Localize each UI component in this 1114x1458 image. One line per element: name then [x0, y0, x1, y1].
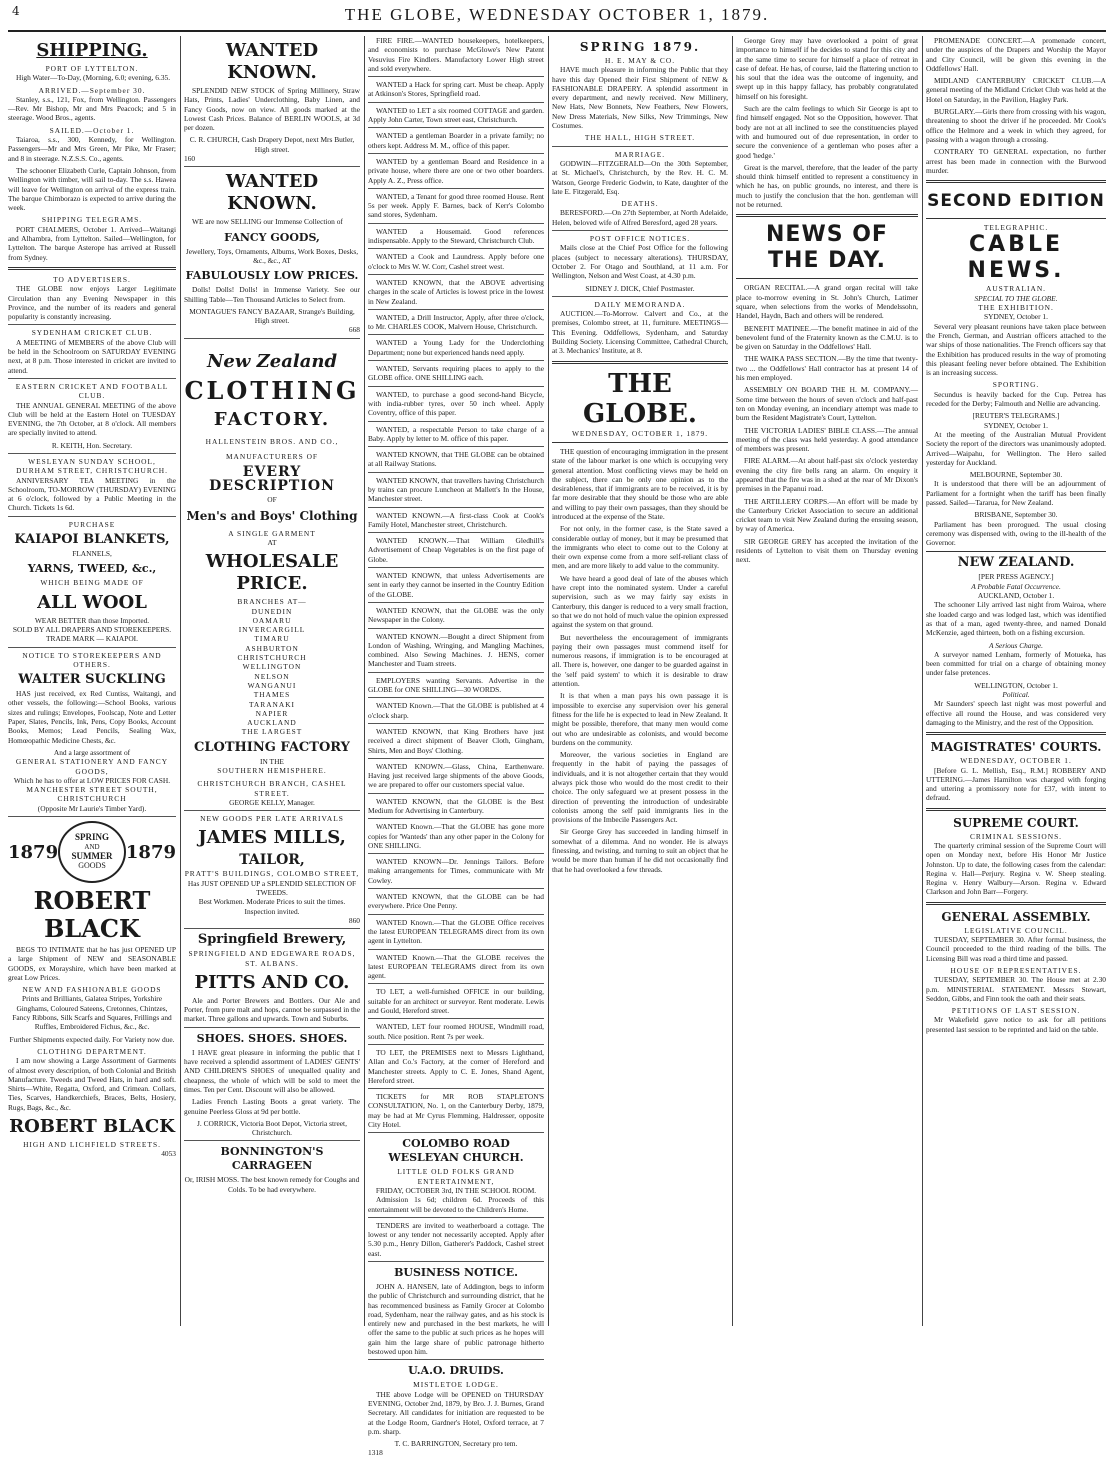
news-item: THE WAIKA PASS SECTION.—By the time that twenty-two ... the Oddfellows' Hall contractor has at present 14 of his men employed.: [736, 354, 918, 383]
year-left: 1879: [8, 842, 59, 863]
news-item: THE VICTORIA LADIES' BIBLE CLASS.—The annual meeting of the class was held yesterday. A good attendance of members was present.: [736, 425, 918, 454]
mens-boys-clothing: Men's and Boys' Clothing: [186, 508, 358, 523]
nz-heading: NEW ZEALAND.: [957, 555, 1075, 571]
may-heading: H. E. MAY & CO.: [604, 56, 676, 65]
legislative-text: TUESDAY, SEPTEMBER 30. After formal business, the Council proceeded to the third reading of the bills. The Licensing Bill was read a third time and passed.: [926, 935, 1106, 963]
church-num: 160: [184, 154, 360, 167]
marriage-text: GODWIN—FITZGERALD—On the 30th September, at St. Michael's, Christchurch, by the Rev. H. C. M. Watson, George Frederic Godwin, to Kate, daughter of the late E. Fitzgerald, Esq.: [552, 158, 728, 196]
druids-text: THE above Lodge will be OPENED on THURSDAY EVENING, October 2nd, 1879, by Bro. J. J. Burnes, Grand Secretary. All candidates for initiation are requested to be at the Lodge Room, Gardner's Hotel, Oxford terrace, at 7 p.m. sharp.: [368, 1389, 544, 1436]
tailor: TAILOR,: [239, 852, 305, 869]
colombo-heading: COLOMBO ROAD WESLEYAN CHURCH.: [388, 1137, 524, 1165]
notice-heading: NOTICE TO STOREKEEPERS AND OTHERS.: [22, 650, 162, 669]
single-garment: A SINGLE GARMENT: [228, 528, 316, 538]
sydney1-date: SYDNEY, October 1.: [984, 312, 1048, 322]
sydney2-date: SYDNEY, October 1.: [984, 420, 1048, 430]
church-sign: C. R. CHURCH, Cash Drapery Depot, next Mrs Butler, High street.: [189, 135, 355, 154]
clothing-factory: CLOTHING FACTORY: [194, 739, 350, 755]
editorial-paragraph: George Grey may have overlooked a point of great importance to himself if he decides to stand for this city and at the same time to secure for himself a place of retreat in case of defeat. He has, of course, laid the flattering unction to his soul that the idea was the outcome of ingenuity, and swept up in this happy fallacy, has probably congratulated himself on his foresight.: [736, 36, 918, 101]
flannels: FLANNELS,: [72, 549, 112, 559]
pitts-co: PITTS AND CO.: [194, 971, 350, 993]
editorial-paragraph: THE question of encouraging immigration in the present state of the labour market is one which is occupying very general attention. Most conflicting views may be held on the subject, there can be only one opinion as to the desirableness, that if immigrants are to be received, it is by far more desirable that they should be those who are able and willing to pay their own passages, than they should be introduced at the expense of the State.: [552, 446, 728, 521]
exhibition: THE EXHIBITION.: [978, 303, 1054, 313]
classified-ad: FIRE FIRE.—WANTED housekeepers, hotelkeepers, and economists to purchase McGlowe's New Patent Vesuvius Fire Kindlers. Manufactory Lower High street and sold everywhere.: [368, 36, 544, 77]
sporting-text: Secundus is heavily backed for the Cup. Petrea has receded for the Derby; Falmouth and Nellie are advancing.: [926, 389, 1106, 409]
news-item: THE ARTILLERY CORPS.—An effort will be made by the Canterbury Cricket Association to secure an additional cricket team to visit New Zealand during the ensuing season, by way of America.: [736, 496, 918, 534]
branch-item: DUNEDIN: [251, 606, 293, 616]
fashionable-goods: NEW AND FASHIONABLE GOODS: [22, 985, 162, 995]
in-the: IN THE: [260, 756, 284, 766]
classified-ad: WANTED KNOWN, that the GLOBE is the Best Medium for Advertising in Canterbury.: [368, 797, 544, 820]
classified-ad: WANTED KNOWN, that the GLOBE was the only Newspaper in the Colony.: [368, 606, 544, 629]
magistrates-date: WEDNESDAY, OCTOBER 1.: [960, 756, 1072, 766]
news-item: ORGAN RECITAL.—A grand organ recital will take place to-morrow evening in St. John's Church, Latimer square, when selections from the works of Mendelssohn, Handel, Haydn, Bach and others will be rendered.: [736, 283, 918, 321]
eastern-heading: EASTERN CRICKET AND FOOTBALL CLUB.: [15, 381, 169, 401]
classified-ad: WANTED KNOWN, that unless Advertisements are sent in early they cannot be inserted in the Country Edition of the GLOBE.: [368, 571, 544, 603]
column-divider: [364, 36, 365, 1326]
petitions-text: Mr Wakefield gave notice to ask for all petitions presented last session to be reprinted and laid on the table.: [926, 1015, 1106, 1034]
trade-mark: TRADE MARK — KAIAPOI.: [8, 634, 176, 647]
post-heading: POST OFFICE NOTICES.: [589, 234, 691, 244]
suckling-name: WALTER SUCKLING: [18, 672, 166, 688]
opened-tweeds: Has JUST OPENED UP a SPLENDID SELECTION OF TWEEDS.: [187, 878, 357, 898]
editorial-paragraph: It is that when a man pays his own passage it is impossible to exercise any supervision over his general fitness for the life he is expected to lead in New Zealand. It might be possible, therefore, that many men would come out who are undesirable as colonists, and would become burdens on the community.: [552, 691, 728, 747]
dolls-text: Dolls! Dolls! Dolls! in Immense Variety. See our Shilling Table—Ten Thousand Articles to Select from.: [184, 285, 360, 304]
wellington-date: WELLINGTON, October 1.: [974, 680, 1058, 690]
criminal-text: The quarterly criminal session of the Supreme Court will open on Monday next, before His Honor Mr Justice Johnston. Up to date, the following cases from the calendar: Regina v. Hall—Perjury. Regina v. W. Sheep stealing. Regina v. Henry Walbury—Arson. Regina v. Edward Clarkson and John Barr—Forgery.: [926, 841, 1106, 897]
shoes-heading: SHOES. SHOES. SHOES.: [196, 1031, 348, 1045]
general-stationery: GENERAL STATIONERY AND FANCY GOODS,: [15, 757, 169, 776]
editorial-paragraph: Such are the calm feelings to which Sir George is apt to find himself engaged. Not so the Opposition, however. That body are not at all inclined to see the constituencies played with and humoured out of due representation, in order to secure the convenience of a gentleman who poses after a good 'hedge.': [736, 104, 918, 160]
cricket-heading: SYDENHAM CRICKET CLUB.: [31, 328, 153, 338]
classified-ad: WANTED to LET a six roomed COTTAGE and garden. Apply John Carter, Town street east, Christchurch.: [368, 106, 544, 129]
branch-item: OAMARU: [252, 615, 292, 625]
classified-ad: TO LET, a well-furnished OFFICE in our building, suitable for an architect or surveyor. Rent moderate. Lewis and Gould, Hereford street.: [368, 987, 544, 1019]
editorial-paragraph: Moreover, the various societies in England are frequently in the habit of paying the passages of individuals, and it is not altogether certain that they would always pick those who would do the most credit to their choice. The only safeguard we at present possess in the direction of preventing the introduction of undesirable colonists among the self paid immigrants lies in the provisions of the Imbecile Passengers Act.: [552, 750, 728, 825]
post-text: Mails close at the Chief Post Office for the following places (subject to necessary alterations). THURSDAY, October 2. For Otago and Southland, at 11 a.m. For Wellington, Nelson and West Coast, at 4.30 p.m.: [552, 243, 728, 281]
legislative-council: LEGISLATIVE COUNCIL.: [964, 925, 1068, 935]
house-text: TUESDAY, SEPTEMBER 30. The House met at 2.30 p.m. MINISTERIAL STATEMENT. Messrs Stewart, Seddon, Gibbs, and Finn took the oath and their seats.: [926, 975, 1106, 1003]
branch-item: THAMES: [253, 690, 291, 700]
classified-ad: WANTED KNOWN, that travellers having Christchurch by trains can procure Luncheon at Mallett's In the House, Manchester street.: [368, 476, 544, 508]
political-text: Mr Saunders' speech last night was most powerful and effective all round the House, and was considered very damaging to the Ministry, and the rest of the Opposition.: [926, 699, 1106, 727]
druids-heading: U.A.O. DRUIDS.: [408, 1364, 504, 1378]
pitts-text: Ale and Porter Brewers and Bottlers. Our Ale and Porter, from pure malt and hops, cannot be surpassed in the market. Three gallons and upwards. Town and Suburbs.: [184, 996, 360, 1028]
druids-sub: MISTLETOE LODGE.: [413, 1380, 499, 1390]
postmaster-sign: SIDNEY J. DICK, Chief Postmaster.: [552, 284, 728, 297]
classified-ad: WANTED, a Drill Instructor, Apply, after three o'clock, to Mr. CHARLES COOK, Malvern House, Christchurch.: [368, 313, 544, 336]
classified-ad: WANTED KNOWN, that King Brothers have just received a direct shipment of Beaver Cloth, Gingham, Shirts, Men and Boys' Clothing.: [368, 727, 544, 759]
summer-word: SUMMER: [71, 851, 113, 861]
editorial-paragraph: For not only, in the former case, is the State saved a considerable outlay of money, but it may be presumed that the immigrants who elect to come out to the Colony at their own expense come from a more self-reliant class of men, and are more likely to add value to the community.: [552, 524, 728, 571]
supreme-court-heading: SUPREME COURT.: [953, 815, 1079, 830]
sporting: SPORTING.: [992, 380, 1040, 390]
classified-ad: TICKETS for MR ROB STAPLETON'S CONSULTATION, No. 1, on the Canterbury Derby, 1879, may be had at Mr Cyrus Flemming, Haldresser, opposite City Hotel.: [368, 1092, 544, 1133]
purchase-heading: PURCHASE: [68, 519, 116, 529]
robert-black-heading: ROBERT BLACK: [33, 886, 151, 943]
brisbane-date: BRISBANE, September 30.: [974, 510, 1058, 520]
classified-ad: TO LET, the PREMISES next to Messrs Lighthand, Allan and Co.'s Factory, at the corner of Hereford and Manchester streets. Apply to C. E. Jones, Shand Agent, Hereford street.: [368, 1048, 544, 1089]
classified-ad: WANTED, Servants requiring places to apply to the GLOBE office. ONE SHILLING each.: [368, 364, 544, 387]
news-items: [736, 283, 918, 564]
wesleyan-heading: WESLEYAN SUNDAY SCHOOL, DURHAM STREET, CHRISTCHURCH.: [16, 456, 168, 476]
second-edition: SECOND EDITION: [927, 191, 1105, 212]
column-5: [736, 36, 918, 1326]
masthead-rule: [8, 30, 1106, 32]
advertisers-heading: TO ADVERTISERS.: [53, 274, 131, 284]
classified-ad: WANTED a Hack for spring cart. Must be cheap. Apply at Atkinson's Stores, Springfield road.: [368, 80, 544, 103]
column-3: [368, 36, 544, 1458]
hallenstein: HALLENSTEIN BROS. AND CO.,: [205, 436, 339, 446]
local-item: BURGLARY.—Girls there from crossing with his wagon, threatening to shoot the driver if he proceeded. Mr Cook's office the Helmore and a week in which they agreed, for passing with a wagon through a crossing.: [926, 107, 1106, 144]
spring-summer-banner: [8, 821, 176, 883]
classified-ad: WANTED, a Tenant for good three roomed House. Rent 5s per week. Apply F. Barnes, back of Kerr's Colombo sand stores, Sydenham.: [368, 192, 544, 224]
suckling-text: HAS just received, ex Red Cuntiss, Waitangi, and other vessels, the following:—School Books, various sizes and rulings; Envelopes, Foolscap, Note and Letter Paper, Slates, Pencils, Ink, Pens, Copy Books, Account Books, Memos; Lead Pencils, Sealing Wax, Homœopathic Medicine Chests, &c.: [8, 689, 176, 745]
memoranda-heading: DAILY MEMORANDA.: [594, 299, 686, 309]
petitions-heading: PETITIONS OF LAST SESSION.: [951, 1006, 1081, 1016]
robert-black-footer: ROBERT BLACK: [9, 1116, 175, 1138]
classified-ad: WANTED a gentleman Boarder in a private family; no others kept. Address M. M., office of this paper.: [368, 131, 544, 154]
manchester-street: MANCHESTER STREET SOUTH, CHRISTCHURCH: [26, 785, 158, 804]
business-heading: BUSINESS NOTICE.: [394, 1265, 518, 1279]
death-text: BERESFORD.—On 27th September, at North Adelaide, Helen, beloved wife of Alfred Beresford, aged 28 years.: [552, 208, 728, 231]
classified-ad: EMPLOYERS wanting Servants. Advertise in the GLOBE for ONE SHILLING—30 WORDS.: [368, 676, 544, 699]
classified-ad: WANTED by a gentleman Board and Residence in a private house, where there are one or two other boarders. Apply A. Z., Press office.: [368, 157, 544, 189]
sydney2-text: At the meeting of the Australian Mutual Provident Society the report of the directors was unanimously adopted. Arrived—Waipahu, for Wellington. The Hero sailed yesterday for Auckland.: [926, 429, 1106, 467]
mills-num: 860: [184, 916, 360, 929]
sailed-text: Taiaroa, s.s., 300, Kennedy, for Wellington. Passengers—Mr and Mrs Green, Mr Pike, Mr Fraser; and 8 in steerage. N.Z.S.S. Co., agents.: [8, 135, 176, 163]
classified-ad: WANTED KNOWN, that THE GLOBE can be obtained at all Railway Stations.: [368, 450, 544, 473]
classified-ad: WANTED a Housemaid. Good references indispensable. Apply to the Steward, Christchurch Club.: [368, 227, 544, 250]
clothing-department: CLOTHING DEPARTMENT.: [37, 1046, 147, 1056]
arrived-text: Stanley, s.s., 121, Fox, from Wellington. Passengers—Rev. Mr Bishop, Mr and Mrs Peacock; and 5 in steerage. Wood Bros., agents.: [8, 94, 176, 123]
local-item: CONTRARY TO GENERAL expectation, no further arrest has been made in connection with the Burwood murder.: [926, 147, 1106, 175]
springfield-address: SPRINGFIELD AND EDGEWARE ROADS, ST. ALBANS.: [188, 949, 356, 968]
advertisers-text: THE GLOBE now enjoys Larger Legitimate Circulation than any Evening Newspaper in this Province, and the number of its readers and general popularity is constantly increasing.: [8, 284, 176, 325]
high-water: High Water—To-Day, (Morning, 6.0; evening, 6.35.: [16, 73, 171, 83]
southern-hemisphere: SOUTHERN HEMISPHERE.: [217, 765, 327, 775]
branch-list: [184, 607, 360, 728]
fabulously-low: FABULOUSLY LOW PRICES.: [185, 269, 359, 283]
special-to-globe: SPECIAL TO THE GLOBE.: [974, 293, 1058, 303]
church-ad-text: SPLENDID NEW STOCK of Spring Millinery, Straw Hats, Prints, Ladies' Underclothing, Baby Linen, and Fancy Goods, now on view. All goods marked at the Lowest Cash Prices. Balance of BERLIN WOOLS, at 3d per dozen.: [184, 86, 360, 133]
editorial-paragraph: Sir George Grey has succeeded in landing himself in somewhat of a dilemma. And no wonder. He is always finessing, and twisting, and turning to suit an object that he would be more than human if he did not occasionally find that he had overlooked a few threads.: [552, 827, 728, 874]
colombo-text: Admission 1s 6d; children 6d. Proceeds of this entertainment will be devoted to the Children's Home.: [368, 1195, 544, 1218]
editorial-paragraph: We have heard a good deal of late of the abuses which have crept into the nominated system. Under a careful supervision, such as we may fairly say exists in Canterbury, this danger is reduced to a very small fraction, so that we do not hold of much value the opinion expressed against the system on that ground.: [552, 573, 728, 630]
branch-item: NELSON: [254, 671, 290, 681]
shipping-telegrams-heading: SHIPPING TELEGRAMS.: [41, 215, 143, 225]
branch-item: WELLINGTON: [242, 662, 302, 672]
criminal-sessions: CRIMINAL SESSIONS.: [969, 831, 1063, 841]
branch-item: AUCKLAND: [247, 718, 297, 728]
classified-ad: WANTED KNOWN.—Glass, China, Earthenware. Having just received large shipments of the above Goods, we are prepared to offer our customers special value.: [368, 762, 544, 794]
branch-item: TARANAKI: [249, 699, 295, 709]
wear-better: WEAR BETTER than those Imported.: [34, 615, 150, 625]
sold-by: SOLD BY ALL DRAPERS AND STOREKEEPERS.: [12, 624, 172, 634]
port-heading: PORT OF LYTTELTON.: [45, 64, 139, 73]
cricket-text: A MEETING of MEMBERS of the above Club will be held in the Schoolroom on SATURDAY EVENING next, at 8 p.m. Those interested in cricket are invited to attend.: [8, 338, 176, 379]
montague-num: 668: [184, 325, 360, 338]
local-item: PROMENADE CONCERT.—A promenade concert, under the auspices of the Drapers and Worship the Mayor and City Council, will be given this evening in the Oddfellows' Hall.: [926, 36, 1106, 73]
colombo-date: FRIDAY, OCTOBER 3rd, IN THE SCHOOL ROOM.: [375, 1185, 537, 1195]
branches-label: BRANCHES AT—: [237, 597, 307, 607]
montague-intro: WE are now SELLING our Immense Collection of: [192, 217, 343, 227]
manufacturers: MANUFACTURERS OF: [225, 452, 319, 462]
news-of-the-day-heading: NEWS OF THE DAY.: [766, 222, 888, 274]
robert-black-text: BEGS TO INTIMATE that he has just OPENED UP a large Shipment of NEW and SEASONABLE GOODS, ex Morayshire, which have been marked at great Low Prices.: [8, 945, 176, 982]
assortment: And a large assortment of: [53, 747, 131, 757]
political: Political.: [1002, 690, 1030, 700]
news-item: BENEFIT MATINEE.—The benefit matinee in aid of the benevolent fund of the Fraternity known as the C.M.U. is to be given on Saturday in the Oddfellows' Hall.: [736, 323, 918, 352]
factory-heading: FACTORY.: [213, 408, 331, 430]
which-being: WHICH BEING MADE OF: [40, 578, 144, 588]
projected-departures: The schooner Elizabeth Curle, Captain Johnson, from Wellington with timber, will sail to-day. The s.s. Hawea will leave for Wellington on arrival of the express train. The barque Chimborazo is expected to arrive during the week.: [8, 165, 176, 213]
robert-black-list: Prints and Brilliants, Galatea Stripes, Yorkshire Ginghams, Coloured Sateens, Cretonnes, Chintzes, Fancy Ribbons, Silk Scarfs and Squares, Frillings and Ruffles, Embroidered Fichus, &c., &c.: [12, 994, 172, 1032]
telegraphic: TELEGRAPHIC.: [983, 223, 1049, 233]
death-heading: DEATHS.: [621, 199, 659, 209]
classified-ad: WANTED KNOWN.—A first-class Cook at Cook's Family Hotel, Manchester street, Christchurch.: [368, 511, 544, 534]
local-items: [926, 36, 1106, 175]
goods-word: GOODS: [78, 861, 106, 871]
editorial-paragraph: But nevertheless the encouragement of immigrants paying their own passages must commend itself for numerous reasons, if immigration is to be encouraged at all. There is, however, one danger to be guarded against in the 'self paid system' to which it is desirable to draw attention.: [552, 632, 728, 689]
page-number: 4: [12, 4, 20, 18]
column-2: [184, 36, 360, 1326]
season-oval: [58, 821, 126, 883]
robert-black-num: 4053: [161, 1149, 176, 1159]
reuters: [REUTER'S TELEGRAMS.]: [972, 411, 1060, 421]
column-divider: [732, 36, 733, 1326]
pratts-buildings: PRATT'S BUILDINGS, COLOMBO STREET,: [184, 869, 360, 879]
branch-item: INVERCARGILL: [238, 625, 306, 635]
news-item: FIRE ALARM.—At about half-past six o'clock yesterday evening the city fire bells rang an alarm. On enquiry it appeared that the fire was in a shed at the rear of Mr Dixon's premises in the Papanui road.: [736, 456, 918, 494]
branch-item: WANGANUI: [247, 680, 297, 690]
new-goods: NEW GOODS PER LATE ARRIVALS: [200, 814, 344, 824]
auckland-text: The schooner Lily arrived last night from Wairoa, where she loaded cargo and was lodged last, which was identified as that of a man, aged twenty-three, and named Donald McKenzie, aged thirteen, both on a fishing excursion.: [926, 600, 1106, 638]
and-word: AND: [84, 842, 100, 851]
column-6: [926, 36, 1106, 1326]
classified-ad: WANTED Known.—That the GLOBE has gone more copies for 'Wanteds' than any other paper in the Colony for ONE SHILLING.: [368, 822, 544, 854]
tenders-text: TENDERS are invited to weatherboard a cottage. The lowest or any tender not necessarily accepted. Apply after 5.30 p.m., Henry Dillon, Gatherer's Paddock, Cashel street east.: [368, 1221, 544, 1262]
classified-ad: WANTED, to purchase a good second-hand Bicycle, with india-rubber tyres, over 50 inch wheel. Apply Coventry, office of this paper.: [368, 390, 544, 422]
spring-word: SPRING: [74, 832, 109, 843]
editorial-body: [552, 447, 728, 874]
australian: AUSTRALIAN.: [985, 284, 1047, 294]
druids-sign: T. C. BARRINGTON, Secretary pro tem.: [394, 1439, 518, 1449]
fancy-goods: FANCY GOODS,: [224, 230, 320, 244]
classified-ad: WANTED a Cook and Laundress. Apply before one o'clock to Mrs W. W. Corr, Cashel street west.: [368, 252, 544, 275]
colombo-sub: LITTLE OLD FOLKS GRAND ENTERTAINMENT,: [397, 1167, 515, 1186]
melbourne-date: MELBOURNE, September 30.: [969, 470, 1063, 480]
column-divider: [180, 36, 181, 1326]
yarns: YARNS, TWEED, &c.,: [27, 562, 157, 576]
shoes-text: I HAVE great pleasure in informing the public that I have received a splendid assortment of LADIES' GENTS' AND CHILDREN'S SHOES of unequalled quality and cheapness, the whole of which will be sold to meet the times. Ten per Cent. Discount will also be allowed.: [184, 1047, 360, 1094]
cable-news: CABLE NEWS.: [967, 232, 1065, 284]
classified-ad: WANTED KNOWN, that the ABOVE advertising charges in the scale of Articles is lowest price in the lowest in New Zealand.: [368, 278, 544, 310]
eastern-sign: R. KEITH, Hon. Secretary.: [8, 441, 176, 454]
editorial-continued: [736, 36, 918, 209]
of-word: OF: [267, 495, 277, 505]
wanted-known-heading: WANTED KNOWN.: [225, 40, 319, 83]
springfield-brewery: Springfield Brewery,: [197, 932, 347, 948]
christchurch-branch: CHRISTCHURCH BRANCH, CASHEL STREET.: [197, 779, 347, 798]
james-mills: JAMES MILLS,: [198, 827, 346, 849]
bonnington-text: Or, IRISH MOSS. The best known remedy for Coughs and Colds. To be had everywhere.: [184, 1175, 360, 1194]
spring-heading: SPRING 1879.: [579, 40, 701, 54]
branch-item: TIMARU: [254, 634, 290, 644]
press-agency: [PER PRESS AGENCY.]: [978, 572, 1054, 582]
column-divider: [548, 36, 549, 1326]
serious-text: A surveyor named Lenham, formerly of Motueka, has been committed for trial on a charge of obtaining money under false pretences.: [926, 649, 1106, 678]
news-item: SIR GEORGE GREY has accepted the invitation of the residents of Lyttelton to visit them on Thursday evening next.: [736, 536, 918, 565]
year-right: 1879: [125, 842, 176, 863]
brisbane-text: Parliament has been prorogued. The usual closing ceremony was dispensed with, owing to the ill-health of the Governor.: [926, 519, 1106, 548]
general-assembly-heading: GENERAL ASSEMBLY.: [941, 909, 1091, 924]
opposite-note: (Opposite Mr Laurie's Timber Yard).: [8, 804, 176, 817]
sydney1-text: Several very pleasant reunions have taken place between the French, German, and Austrian officers attached to the war ships of those nationalities. The French officers say that the Exhibition has produced results in the way of promoting this pleasant feeling never before obtained. The Exhibition is an increasing success.: [926, 321, 1106, 378]
best-workmen: Best Workmen. Moderate Prices to suit the times. Inspection invited.: [198, 897, 346, 916]
shipping-telegrams: PORT CHALMERS, October 1. Arrived—Waitangi and Alhambra, from Lyttelton. Sailed—Wellington, for Lyttelton. The barque Asterope has arrived at Russell from Sydney.: [8, 224, 176, 262]
newspaper-title: THE GLOBE, WEDNESDAY OCTOBER 1, 1879.: [344, 5, 770, 24]
classified-ad: WANTED Known.—That the GLOBE is published at 4 o'clock sharp.: [368, 701, 544, 724]
largest: THE LARGEST: [241, 727, 303, 737]
classified-ad: WANTED Known.—That the GLOBE Office receives the latest EUROPEAN TELEGRAMS direct from its own agent in Lyttelton.: [368, 918, 544, 950]
sailed-label: SAILED.—October 1.: [49, 125, 135, 135]
editorial-dateline: WEDNESDAY, OCTOBER 1, 1879.: [571, 428, 709, 438]
wanted-known-heading-2: WANTED KNOWN.: [225, 171, 319, 215]
classified-ad: WANTED KNOWN, that the GLOBE can be had everywhere. Price One Penny.: [368, 892, 544, 915]
at-word: AT: [267, 537, 277, 547]
branch-item: ASHBURTON: [245, 643, 299, 653]
montague-bazaar: MONTAGUE'S FANCY BAZAAR, Strange's Building, High street.: [189, 306, 355, 326]
low-prices: Which he has to offer at LOW PRICES FOR CASH.: [13, 775, 171, 785]
druids-num: 1318: [368, 1448, 383, 1458]
globe-editorial-title: THE GLOBE.: [583, 368, 697, 429]
new-zealand-heading: New Zealand: [206, 350, 338, 372]
branch-item: CHRISTCHURCH: [237, 653, 307, 663]
fatal-occurrence: A Probable Fatal Occurrence.: [971, 581, 1061, 591]
arrived-label: ARRIVED.—September 30.: [38, 85, 146, 95]
business-text: JOHN A. HANSEN, late of Addington, begs to inform the public of Christchurch and surrounding district, that he has recommenced business as Family Grocer at Colombo road, Sydenham, near the railway gates, and as his stock is entirely new and purchased in the best markets, he will offer the same to the public at such prices as he hopes will gain him the large share of public patronage hitherto bestowed upon him.: [368, 1282, 544, 1360]
melbourne-text: It is understood that there will be an adjournment of Parliament for a fortnight when the tariff has been finally passed. Sailed—Tararua, for New Zealand.: [926, 479, 1106, 507]
classified-ad: WANTED KNOWN—Dr. Jennings Tailors. Before making arrangements for Times, communicate with Mr Cowley.: [368, 857, 544, 889]
masthead: [0, 0, 1114, 30]
all-wool: ALL WOOL: [37, 591, 147, 613]
robert-black-address: HIGH AND LICHFIELD STREETS.: [23, 1140, 161, 1150]
house-heading: HOUSE OF REPRESENTATIVES.: [950, 965, 1082, 975]
column-divider: [922, 36, 923, 1326]
editorial-paragraph: Great is the marvel, therefore, that the leader of the party should think himself entitled to represent a constituency in which he has, on public grounds, no interest, and there is much to justify the conclusion that the hon. gentleman will not be returned.: [736, 162, 918, 210]
classified-ad: WANTED Known.—That the GLOBE receives the latest EUROPEAN TELEGRAMS direct from its own agent.: [368, 953, 544, 985]
column-1: [8, 36, 176, 1326]
classified-ad: WANTED KNOWN.—Bought a direct Shipment from London of Washing, Wringing, and Mangling Machines, combined. Also Sewing Machines. J. HENS, corner Manchester and Tuam streets.: [368, 632, 544, 673]
classified-ad: WANTED a Young Lady for the Underclothing Department; none but experienced hands need apply.: [368, 338, 544, 361]
magistrates-heading: MAGISTRATES' COURTS.: [930, 740, 1102, 755]
kelly-manager: GEORGE KELLY, Manager.: [184, 798, 360, 811]
column-4: [552, 36, 728, 1326]
kaiapoi-heading: KAIAPOI BLANKETS,: [14, 532, 170, 548]
further-shipments: Further Shipments expected daily. For Variety now due.: [9, 1034, 175, 1044]
wesleyan-text: ANNIVERSARY TEA MEETING in the Schoolroom, TO-MORROW (THURSDAY) EVENING at 6 o'clock, followed by a Public Meeting in the Church. Tickets 1s 6d.: [8, 476, 176, 517]
news-item: ASSEMBLY ON BOARD THE H. M. COMPANY.—Some time between the hours of seven o'clock and half-past ten on Monday evening, an incendiary attempt was made to burn the Resident Magistrate's Court, Lyttelton.: [736, 385, 918, 423]
classified-ads: [368, 36, 544, 1133]
bonnington-heading: BONNINGTON'S CARRAGEEN: [220, 1145, 324, 1173]
classified-ad: WANTED, a respectable Person to take charge of a Baby. Apply by letter to M. office of this paper.: [368, 425, 544, 448]
montague-list: Jewellery, Toys, Ornaments, Albums, Work Boxes, Desks, &c., &c., AT: [185, 246, 359, 265]
local-item: MIDLAND CANTERBURY CRICKET CLUB.—A general meeting of the Midland Cricket Club was held at the Hotel on Saturday, in the Pavilion, Hagley Park.: [926, 76, 1106, 104]
magistrates-text: [Before G. L. Mellish, Esq., R.M.] ROBBERY AND UTTERING.—James Hamilton was charged with forging and uttering a promissory note for £37, with intent to defraud.: [926, 765, 1106, 803]
memoranda-text: AUCTION.—To-Morrow. Calvert and Co., at the premises, Colombo street, at 11, furniture. MEETINGS—This Evening. Oddfellows, Sydenham, and Saturday Building Society. Licensing Committee, Cathedral Church, at 3. Mechanics' Institute, at 8.: [552, 309, 728, 356]
classified-ad: WANTED KNOWN.—That William Gledhill's Advertisement of Cheap Vegetables is on the first page of Globe.: [368, 536, 544, 568]
every-description: EVERY DESCRIPTION: [209, 464, 335, 495]
shipping-heading: SHIPPING.: [36, 40, 148, 61]
corrick-sign: J. CORRICK, Victoria Boot Depot, Victoria street, Christchurch.: [184, 1119, 360, 1142]
marriage-heading: MARRIAGE.: [614, 149, 666, 159]
classified-ad: WANTED, LET four roomed HOUSE, Windmill road, south. Nice position. Rent 7s per week.: [368, 1022, 544, 1045]
clothing-text: I am now showing a Large Assortment of Garments of almost every description, of both Colonial and British Manufacture. Tweeds and Tweed Hats, in hard and soft. Shirts—White, Regatta, Oxford, and Crimean. Collars, Ties, Scarves, Handkerchiefs, Braces, Belts, Hosiery, Rugs, Bags, &c., &c.: [8, 1056, 176, 1112]
serious-charge: A Serious Charge.: [989, 640, 1043, 650]
the-hall: THE HALL, HIGH STREET.: [552, 133, 728, 146]
eastern-text: THE ANNUAL GENERAL MEETING of the above Club will be held at the Eastern Hotel on TUESDAY EVENING, the 7th October, at 8 o'clock. All members are specially invited to attend.: [8, 400, 176, 438]
clothing-heading: CLOTHING: [184, 375, 360, 405]
auckland-date: AUCKLAND, October 1.: [977, 591, 1055, 601]
branch-item: NAPIER: [255, 708, 289, 718]
shoes-lasting: Ladies French Lasting Boots a great variety. The genuine Peerless Gloss at 9d per bottle.: [184, 1097, 360, 1116]
may-text: HAVE much pleasure in informing the Public that they have this day Opened their First Shipment of NEW & FASHIONABLE DRAPERY. A splendid assortment in every department, and newly received. New Millinery, New Hats, New Bonnets, New Feathers, New Flowers, New Dress Materials, New Silks, New Trimmings, New Costumes.: [552, 65, 728, 131]
wholesale-price: WHOLESALE PRICE.: [205, 551, 339, 595]
